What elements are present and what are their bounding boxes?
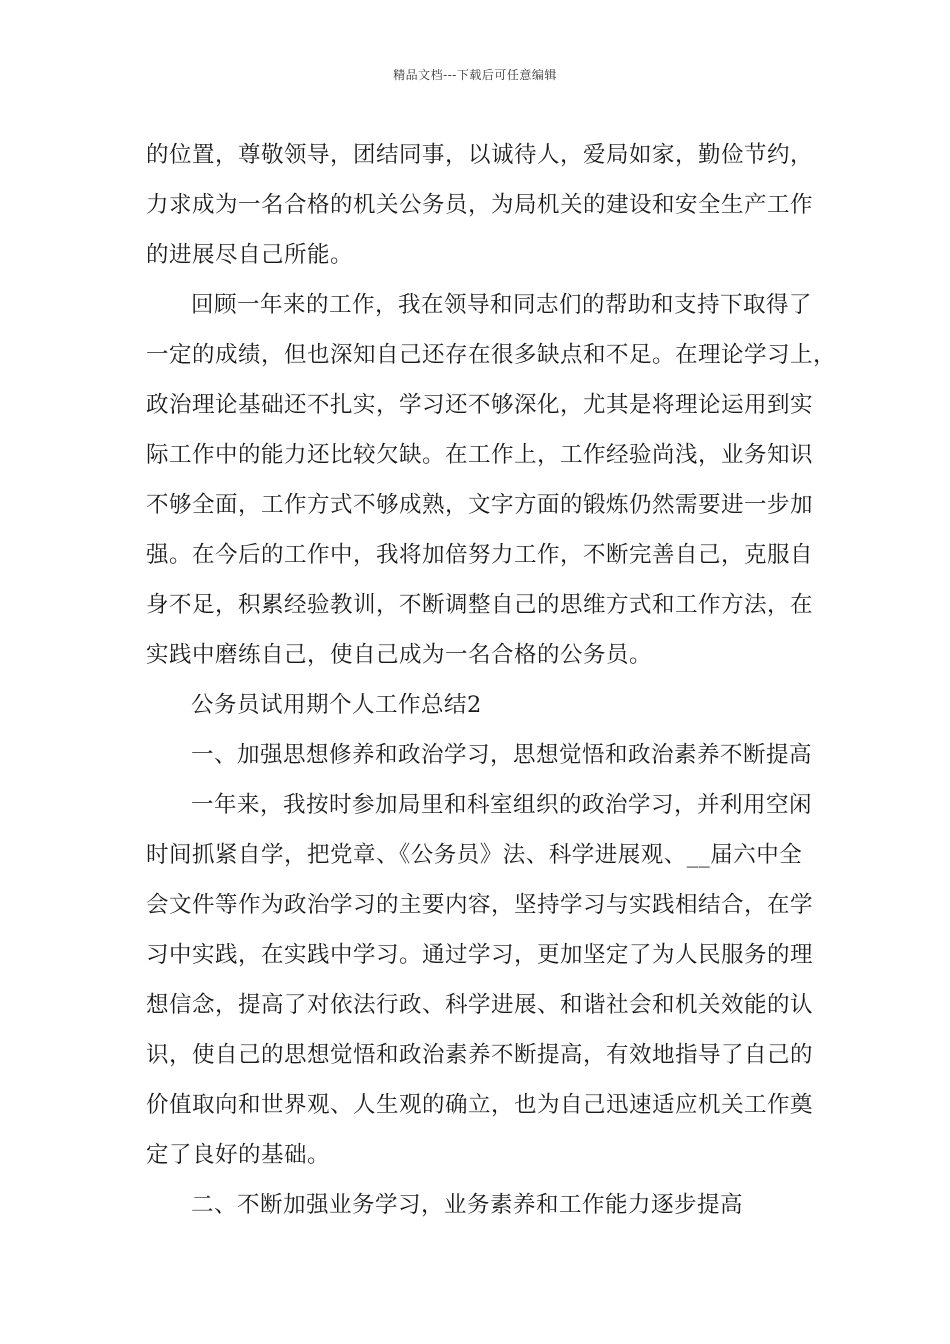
text-line: 习中实践，在实践中学习。通过学习，更加坚定了为人民服务的理 xyxy=(146,942,814,968)
text-line: 想信念，提高了对依法行政、科学进展、和谐社会和机关效能的认 xyxy=(146,992,814,1018)
text-line: 一年来，我按时参加局里和科室组织的政治学习，并利用空闲 xyxy=(191,792,813,818)
text-line: 力求成为一名合格的机关公务员，为局机关的建设和安全生产工作 xyxy=(146,192,814,218)
text-line: 的进展尽自己所能。 xyxy=(146,242,354,268)
text-line: 价值取向和世界观、人生观的确立，也为自己迅速适应机关工作奠 xyxy=(146,1092,814,1118)
text-line: 一定的成绩，但也深知自己还存在很多缺点和不足。在理论学习上， xyxy=(146,342,837,368)
text-line: 实践中磨练自己，使自己成为一名合格的公务员。 xyxy=(146,642,653,668)
text-line: 不够全面，工作方式不够成熟，文字方面的锻炼仍然需要进一步加 xyxy=(146,492,814,518)
page-header: 精品文档---下载后可任意编辑 xyxy=(393,68,557,82)
text-line: 身不足，积累经验教训，不断调整自己的思维方式和工作方法，在 xyxy=(146,592,814,618)
text-line: 政治理论基础还不扎实，学习还不够深化，尤其是将理论运用到实 xyxy=(146,392,814,418)
document-body xyxy=(146,130,837,1230)
text-line: 回顾一年来的工作，我在领导和同志们的帮助和支持下取得了 xyxy=(191,292,813,318)
section-title: 公务员试用期个人工作总结2 xyxy=(191,692,482,718)
text-line: 识，使自己的思想觉悟和政治素养不断提高，有效地指导了自己的 xyxy=(146,1042,814,1068)
section-heading: 一、加强思想修养和政治学习，思想觉悟和政治素养不断提高 xyxy=(191,742,813,768)
text-line: 时间抓紧自学，把党章、《公务员》法、科学进展观、__届六中全 xyxy=(146,842,803,868)
text-line: 际工作中的能力还比较欠缺。在工作上，工作经验尚浅，业务知识 xyxy=(146,442,814,468)
text-line: 的位置，尊敬领导，团结同事，以诚待人，爱局如家，勤俭节约， xyxy=(146,142,814,168)
text-line: 强。在今后的工作中，我将加倍努力工作，不断完善自己，克服自 xyxy=(146,542,814,568)
section-heading: 二、不断加强业务学习，业务素养和工作能力逐步提高 xyxy=(191,1192,744,1218)
text-line: 会文件等作为政治学习的主要内容，坚持学习与实践相结合，在学 xyxy=(146,892,814,918)
text-line: 定了良好的基础。 xyxy=(146,1142,331,1168)
